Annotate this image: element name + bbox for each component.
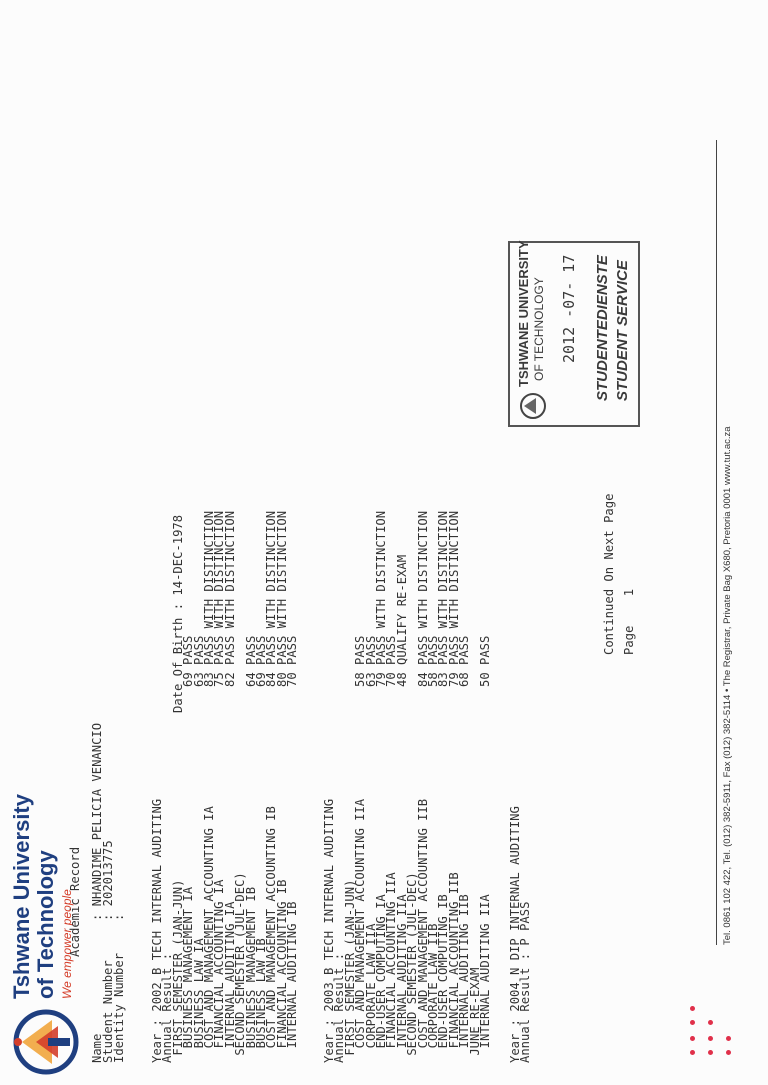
record-line-result: PASS WITH DISTINCTION — [374, 510, 388, 665]
record-line-text: Annual Result : — [332, 952, 347, 1063]
footer-rule — [716, 140, 717, 945]
record-line-text: FIRST SEMESTER (JAN-JUN) — [342, 879, 357, 1063]
record-line-text: FINANCIAL ACCOUNTING IA — [212, 879, 227, 1063]
record-line-result: PASS WITH DISTINCTION — [264, 510, 279, 665]
record-line-mark: 63 — [363, 672, 378, 687]
record-line-result: PASS WITH DISTINCTION — [222, 510, 237, 665]
record-line-text: COST AND MANAGEMENT ACCOUNTING IIA — [353, 798, 368, 1063]
record-line-text: CORPORATE LAW IIA — [363, 923, 378, 1063]
record-line-text: SECOND SEMESTER (JUL-DEC) — [233, 872, 248, 1063]
record-line-result: PASS — [243, 635, 258, 665]
page-number: Page 1 — [622, 588, 636, 655]
record-line-text: FINANCIAL ACCOUNTING IIB — [446, 872, 461, 1063]
record-line-result: PASS WITH DISTINCTION — [436, 510, 451, 665]
record-line-mark: 79 — [446, 672, 461, 687]
record-line-result: PASS WITH DISTINCTION — [446, 510, 461, 665]
student-service-stamp — [508, 241, 640, 427]
record-line-result: PASS — [254, 635, 268, 665]
record-line-text: Year : 2003 B TECH INTERNAL AUDITING — [322, 798, 336, 1063]
record-line-result: PASS — [285, 635, 300, 665]
record-line-mark: 83 — [436, 672, 451, 687]
record-line-text: BUSINESS MANAGEMENT IA — [181, 886, 196, 1063]
tut-crest-logo — [8, 1000, 84, 1084]
record-line-result: PASS — [191, 635, 206, 665]
record-line-text: END-USER COMPUTING IB — [436, 894, 451, 1063]
stamp-university: TSHWANE UNIVERSITY — [516, 240, 531, 387]
record-line-mark: 58 — [426, 672, 440, 687]
university-name-line1: Tshwane University — [9, 794, 34, 999]
record-line-mark: 69 — [254, 672, 268, 687]
record-line-text: BUSINESS MANAGEMENT IB — [243, 886, 258, 1063]
record-line-mark: 63 — [191, 672, 206, 687]
stamp-studentedienste: STUDENTEDIENSTE — [594, 255, 611, 401]
record-line-text: COST AND MANAGEMENT ACCOUNTING IIB — [415, 798, 430, 1063]
name-label: Name — [90, 1033, 104, 1063]
record-line-mark: 84 — [415, 672, 430, 687]
record-line-text: CORPORATE LAW IIB — [426, 923, 440, 1063]
student-number-label: Student Number — [101, 960, 115, 1063]
record-line-text: Year : 2004 N DIP INTERNAL AUDITING — [508, 806, 522, 1063]
record-line-text: BUSINESS LAW IB — [254, 938, 268, 1063]
record-line-mark: 50 — [478, 672, 492, 687]
record-line-mark: 64 — [243, 672, 258, 687]
record-line-text: FINANCIAL ACCOUNTING IIA — [384, 872, 399, 1063]
record-line-text: END-USER COMPUTING IA — [374, 894, 388, 1063]
record-line-text: COST AND MANAGEMENT ACCOUNTING IB — [264, 806, 279, 1063]
record-line-mark: 82 — [222, 672, 237, 687]
identity-number-value: : — [112, 913, 126, 921]
record-line-result: PASS — [384, 635, 399, 665]
student-number-value: : 202013775 — [101, 840, 115, 921]
record-line-mark: 48 — [394, 672, 409, 687]
record-line-text: INTERNAL AUDITING IIA — [478, 894, 492, 1063]
continued-on-next-page: Continued On Next Page — [602, 493, 616, 655]
stamp-date: 2012 -07- 17 — [560, 254, 578, 363]
record-line-text: INTERNAL AUDITING IIB — [457, 894, 472, 1063]
record-line-text: INTERNAL AUDITING IIA — [394, 894, 409, 1063]
university-tagline: We empower people — [60, 889, 74, 999]
record-line-text: FIRST SEMESTER (JAN-JUN) — [170, 879, 185, 1063]
record-line-text: INTERNAL AUDITING IA — [222, 901, 237, 1063]
record-line-text: FINANCIAL ACCOUNTING IB — [274, 879, 289, 1063]
date-of-birth: Date Of Birth : 14-DEC-1978 — [171, 514, 185, 713]
record-line-mark: 70 — [384, 672, 399, 687]
record-line-result: PASS WITH DISTINCTION — [202, 510, 216, 665]
footer-contact: Tel. 0861 102 422, Tel. (012) 382-5911, Fax (012) 382-5114 • The Registrar, Private Bag X680, Pretoria 0001 www.tut.ac.za — [722, 426, 733, 945]
record-line-text: INTERNAL AUDITING IB — [285, 901, 300, 1063]
record-line-mark: 84 — [264, 672, 279, 687]
record-line-mark: 75 — [212, 672, 227, 687]
university-name-line2: of Technology — [33, 850, 58, 999]
record-line-result: PASS — [181, 635, 196, 665]
record-line-mark: 69 — [181, 672, 196, 687]
record-line-result: PASS WITH DISTINCTION — [274, 510, 289, 665]
record-line-result: PASS — [478, 635, 492, 665]
record-line-text: Annual Result : P PASS — [518, 901, 533, 1063]
record-line-result: QUALIFY RE-EXAM — [394, 554, 409, 665]
identity-number-label: Identity Number — [112, 952, 126, 1063]
record-line-result: PASS WITH DISTINCTION — [415, 510, 430, 665]
record-line-mark: 68 — [457, 672, 472, 687]
record-line-text: SECOND SEMESTER (JUL-DEC) — [405, 872, 420, 1063]
name-value: : NHANDIME PELICIA VENANCIO — [90, 722, 104, 921]
record-line-text: Year : 2002 B TECH INTERNAL AUDITING — [150, 798, 164, 1063]
stamp-technology: OF TECHNOLOGY — [532, 277, 546, 381]
record-line-mark: 79 — [374, 672, 388, 687]
record-line-mark: 80 — [274, 672, 289, 687]
record-line-text: COST AND MANAGEMENT ACCOUNTING IA — [202, 806, 216, 1063]
record-line-mark: 83 — [202, 672, 216, 687]
record-line-result: PASS — [457, 635, 472, 665]
stamp-student-service: STUDENT SERVICE — [614, 260, 631, 401]
record-line-mark: 70 — [285, 672, 300, 687]
record-line-text: BUSINESS LAW IA — [191, 938, 206, 1063]
record-title: Academic Record — [68, 846, 82, 957]
record-line-text: JUNE RE-EXAM — [467, 967, 482, 1063]
record-line-result: PASS — [426, 635, 440, 665]
record-line-result: PASS — [363, 635, 378, 665]
record-line-text: Annual Result : — [160, 952, 175, 1063]
record-line-result: PASS — [353, 635, 368, 665]
record-line-mark: 58 — [353, 672, 368, 687]
stamp-crest-icon — [516, 389, 550, 423]
record-line-result: PASS WITH DISTINCTION — [212, 510, 227, 665]
